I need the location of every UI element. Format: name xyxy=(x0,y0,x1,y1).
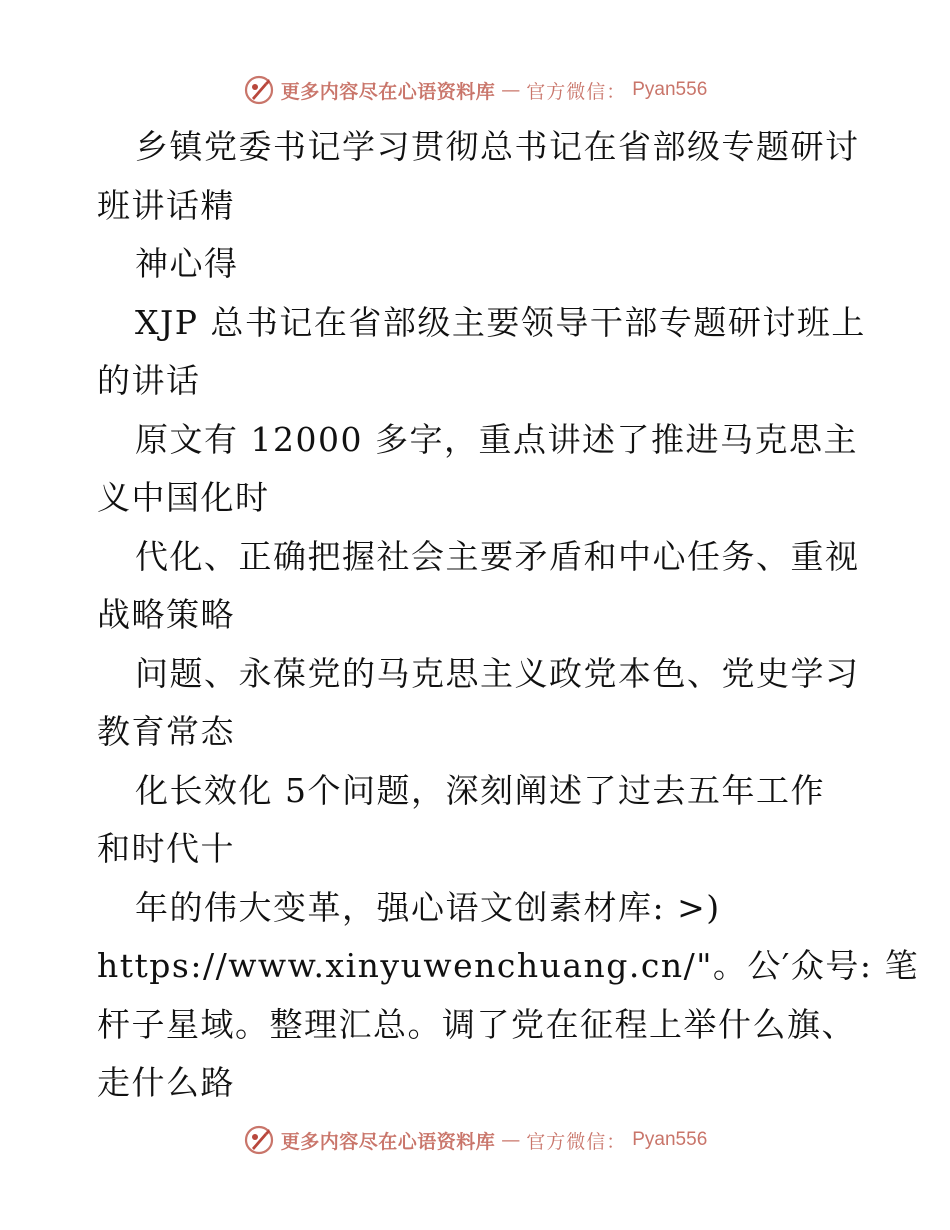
document-line: https://www.xinyuwenchuang.cn/"。公′众号: 笔 xyxy=(97,946,920,985)
document-line: 和时代十 xyxy=(97,829,235,868)
quill-logo-icon xyxy=(243,74,275,106)
footer-watermark-banner xyxy=(0,1120,950,1160)
document-line: 年的伟大变革，强心语文创素材库: >) xyxy=(135,887,721,927)
document-line: 走什么路 xyxy=(97,1063,235,1102)
document-line: 班讲话精 xyxy=(97,185,235,225)
banner-main-text: 更多内容尽在心语资料库 xyxy=(280,1130,496,1153)
banner-official-label: 官方微信： xyxy=(526,80,627,103)
document-line: 乡镇党委书记学习贯彻总书记在省部级专题研讨 xyxy=(135,127,860,166)
document-line: 战略策略 xyxy=(97,595,235,634)
document-line: 教育常态 xyxy=(97,712,235,751)
quill-logo-icon xyxy=(243,1124,275,1156)
banner-main-text: 更多内容尽在心语资料库 xyxy=(280,80,496,103)
document-line: 杆子星域。整理汇总。调了党在征程上举什么旗、 xyxy=(97,1004,856,1044)
document-body xyxy=(97,118,920,1113)
banner-wechat-id: Pyan556 xyxy=(632,79,708,100)
document-line: 化长效化 5个问题，深刻阐述了过去五年工作 xyxy=(135,770,825,810)
document-line: 代化、正确把握社会主要矛盾和中心任务、重视 xyxy=(135,536,860,576)
document-line: 的讲话 xyxy=(97,361,201,400)
banner-wechat-id: Pyan556 xyxy=(632,1129,708,1150)
banner-dash: — xyxy=(501,79,521,101)
document-line: 原文有 12000 多字，重点讲述了推进马克思主 xyxy=(135,419,858,459)
header-watermark-banner xyxy=(0,70,950,110)
document-line: 义中国化时 xyxy=(97,478,270,517)
banner-dash: — xyxy=(501,1129,521,1151)
document-line: XJP 总书记在省部级主要领导干部专题研讨班上 xyxy=(135,302,866,342)
document-line: 神心得 xyxy=(135,244,239,283)
document-line: 问题、永葆党的马克思主义政党本色、党史学习 xyxy=(135,653,860,693)
banner-official-label: 官方微信： xyxy=(526,1130,627,1153)
